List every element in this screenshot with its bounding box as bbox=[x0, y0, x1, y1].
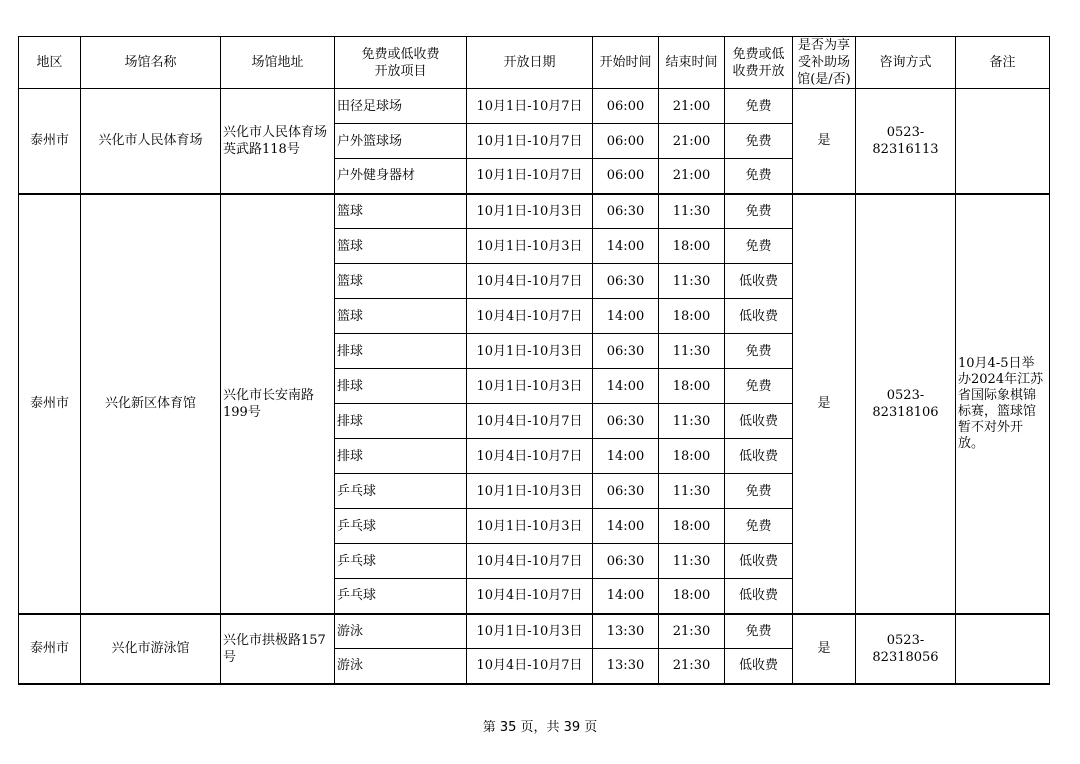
region-cell: 泰州市 bbox=[19, 194, 81, 614]
start-time-cell: 14:00 bbox=[593, 439, 659, 474]
dates-cell: 10月4日-10月7日 bbox=[467, 404, 593, 439]
table-row bbox=[19, 614, 1050, 649]
end-time-cell: 21:00 bbox=[659, 89, 725, 124]
header-dates: 开放日期 bbox=[467, 37, 593, 89]
start-time-cell: 13:30 bbox=[593, 649, 659, 684]
fee-type-cell: 免费 bbox=[725, 474, 793, 509]
item-cell: 乒乓球 bbox=[335, 544, 467, 579]
header-note: 备注 bbox=[956, 37, 1050, 89]
start-time-cell: 06:30 bbox=[593, 544, 659, 579]
end-time-cell: 18:00 bbox=[659, 299, 725, 334]
note-cell: 10月4-5日举办2024年江苏省国际象棋锦标赛，篮球馆暂不对外开放。 bbox=[956, 194, 1050, 614]
start-time-cell: 14:00 bbox=[593, 369, 659, 404]
fee-type-cell: 免费 bbox=[725, 194, 793, 229]
dates-cell: 10月4日-10月7日 bbox=[467, 579, 593, 614]
start-time-cell: 06:00 bbox=[593, 159, 659, 194]
end-time-cell: 21:00 bbox=[659, 159, 725, 194]
dates-cell: 10月1日-10月7日 bbox=[467, 89, 593, 124]
start-time-cell: 14:00 bbox=[593, 299, 659, 334]
dates-cell: 10月4日-10月7日 bbox=[467, 299, 593, 334]
start-time-cell: 06:00 bbox=[593, 124, 659, 159]
fee-type-cell: 低收费 bbox=[725, 544, 793, 579]
item-cell: 乒乓球 bbox=[335, 474, 467, 509]
end-time-cell: 21:00 bbox=[659, 124, 725, 159]
fee-type-cell: 低收费 bbox=[725, 299, 793, 334]
header-fee-type: 免费或低 收费开放 bbox=[725, 37, 793, 89]
item-cell: 排球 bbox=[335, 369, 467, 404]
start-time-cell: 06:30 bbox=[593, 404, 659, 439]
dates-cell: 10月1日-10月3日 bbox=[467, 194, 593, 229]
end-time-cell: 21:30 bbox=[659, 614, 725, 649]
fee-type-cell: 低收费 bbox=[725, 264, 793, 299]
end-time-cell: 11:30 bbox=[659, 264, 725, 299]
region-cell: 泰州市 bbox=[19, 89, 81, 194]
venue-name-cell: 兴化新区体育馆 bbox=[81, 194, 221, 614]
subsidized-cell: 是 bbox=[793, 614, 856, 684]
item-cell: 游泳 bbox=[335, 649, 467, 684]
note-cell bbox=[956, 614, 1050, 684]
end-time-cell: 11:30 bbox=[659, 474, 725, 509]
venue-name-cell: 兴化市人民体育场 bbox=[81, 89, 221, 194]
start-time-cell: 06:30 bbox=[593, 194, 659, 229]
end-time-cell: 18:00 bbox=[659, 579, 725, 614]
dates-cell: 10月1日-10月3日 bbox=[467, 474, 593, 509]
start-time-cell: 14:00 bbox=[593, 229, 659, 264]
header-end-time: 结束时间 bbox=[659, 37, 725, 89]
item-cell: 排球 bbox=[335, 439, 467, 474]
dates-cell: 10月1日-10月7日 bbox=[467, 124, 593, 159]
fee-type-cell: 低收费 bbox=[725, 649, 793, 684]
venue-address-cell: 兴化市长安南路199号 bbox=[221, 194, 335, 614]
header-region: 地区 bbox=[19, 37, 81, 89]
region-cell: 泰州市 bbox=[19, 614, 81, 684]
dates-cell: 10月1日-10月3日 bbox=[467, 229, 593, 264]
fee-type-cell: 低收费 bbox=[725, 439, 793, 474]
dates-cell: 10月4日-10月7日 bbox=[467, 264, 593, 299]
item-cell: 户外健身器材 bbox=[335, 159, 467, 194]
start-time-cell: 06:00 bbox=[593, 89, 659, 124]
table-row bbox=[19, 194, 1050, 229]
fee-type-cell: 免费 bbox=[725, 229, 793, 264]
end-time-cell: 11:30 bbox=[659, 404, 725, 439]
end-time-cell: 18:00 bbox=[659, 229, 725, 264]
venue-table bbox=[18, 36, 1050, 685]
header-address: 场馆地址 bbox=[221, 37, 335, 89]
fee-type-cell: 免费 bbox=[725, 614, 793, 649]
dates-cell: 10月1日-10月3日 bbox=[467, 614, 593, 649]
end-time-cell: 11:30 bbox=[659, 194, 725, 229]
header-row bbox=[19, 37, 1050, 89]
contact-cell: 0523-82316113 bbox=[856, 89, 956, 194]
item-cell: 篮球 bbox=[335, 264, 467, 299]
start-time-cell: 06:30 bbox=[593, 334, 659, 369]
item-cell: 田径足球场 bbox=[335, 89, 467, 124]
page-footer: 第 35 页，共 39 页 bbox=[482, 720, 598, 735]
contact-cell: 0523-82318106 bbox=[856, 194, 956, 614]
venue-address-cell: 兴化市拱极路157号 bbox=[221, 614, 335, 684]
table-row bbox=[19, 89, 1050, 124]
header-subsidized: 是否为享 受补助场 馆(是/否) bbox=[793, 37, 856, 89]
end-time-cell: 18:00 bbox=[659, 439, 725, 474]
dates-cell: 10月1日-10月3日 bbox=[467, 369, 593, 404]
dates-cell: 10月1日-10月3日 bbox=[467, 509, 593, 544]
end-time-cell: 11:30 bbox=[659, 544, 725, 579]
note-cell bbox=[956, 89, 1050, 194]
item-cell: 篮球 bbox=[335, 299, 467, 334]
contact-cell: 0523-82318056 bbox=[856, 614, 956, 684]
item-cell: 户外篮球场 bbox=[335, 124, 467, 159]
header-contact: 咨询方式 bbox=[856, 37, 956, 89]
dates-cell: 10月1日-10月7日 bbox=[467, 159, 593, 194]
item-cell: 乒乓球 bbox=[335, 509, 467, 544]
end-time-cell: 18:00 bbox=[659, 509, 725, 544]
item-cell: 乒乓球 bbox=[335, 579, 467, 614]
start-time-cell: 06:30 bbox=[593, 264, 659, 299]
header-start-time: 开始时间 bbox=[593, 37, 659, 89]
venue-name-cell: 兴化市游泳馆 bbox=[81, 614, 221, 684]
dates-cell: 10月4日-10月7日 bbox=[467, 544, 593, 579]
start-time-cell: 06:30 bbox=[593, 474, 659, 509]
table-body bbox=[19, 89, 1050, 684]
item-cell: 游泳 bbox=[335, 614, 467, 649]
fee-type-cell: 低收费 bbox=[725, 404, 793, 439]
end-time-cell: 11:30 bbox=[659, 334, 725, 369]
item-cell: 篮球 bbox=[335, 229, 467, 264]
fee-type-cell: 免费 bbox=[725, 159, 793, 194]
dates-cell: 10月4日-10月7日 bbox=[467, 439, 593, 474]
subsidized-cell: 是 bbox=[793, 194, 856, 614]
end-time-cell: 21:30 bbox=[659, 649, 725, 684]
fee-type-cell: 免费 bbox=[725, 334, 793, 369]
end-time-cell: 18:00 bbox=[659, 369, 725, 404]
fee-type-cell: 免费 bbox=[725, 89, 793, 124]
fee-type-cell: 免费 bbox=[725, 369, 793, 404]
subsidized-cell: 是 bbox=[793, 89, 856, 194]
item-cell: 排球 bbox=[335, 404, 467, 439]
item-cell: 篮球 bbox=[335, 194, 467, 229]
start-time-cell: 14:00 bbox=[593, 579, 659, 614]
table-header bbox=[19, 37, 1050, 89]
fee-type-cell: 免费 bbox=[725, 124, 793, 159]
dates-cell: 10月4日-10月7日 bbox=[467, 649, 593, 684]
venue-address-cell: 兴化市人民体育场英武路118号 bbox=[221, 89, 335, 194]
start-time-cell: 14:00 bbox=[593, 509, 659, 544]
header-venue-name: 场馆名称 bbox=[81, 37, 221, 89]
start-time-cell: 13:30 bbox=[593, 614, 659, 649]
item-cell: 排球 bbox=[335, 334, 467, 369]
dates-cell: 10月1日-10月3日 bbox=[467, 334, 593, 369]
fee-type-cell: 免费 bbox=[725, 509, 793, 544]
fee-type-cell: 低收费 bbox=[725, 579, 793, 614]
header-item: 免费或低收费 开放项目 bbox=[335, 37, 467, 89]
